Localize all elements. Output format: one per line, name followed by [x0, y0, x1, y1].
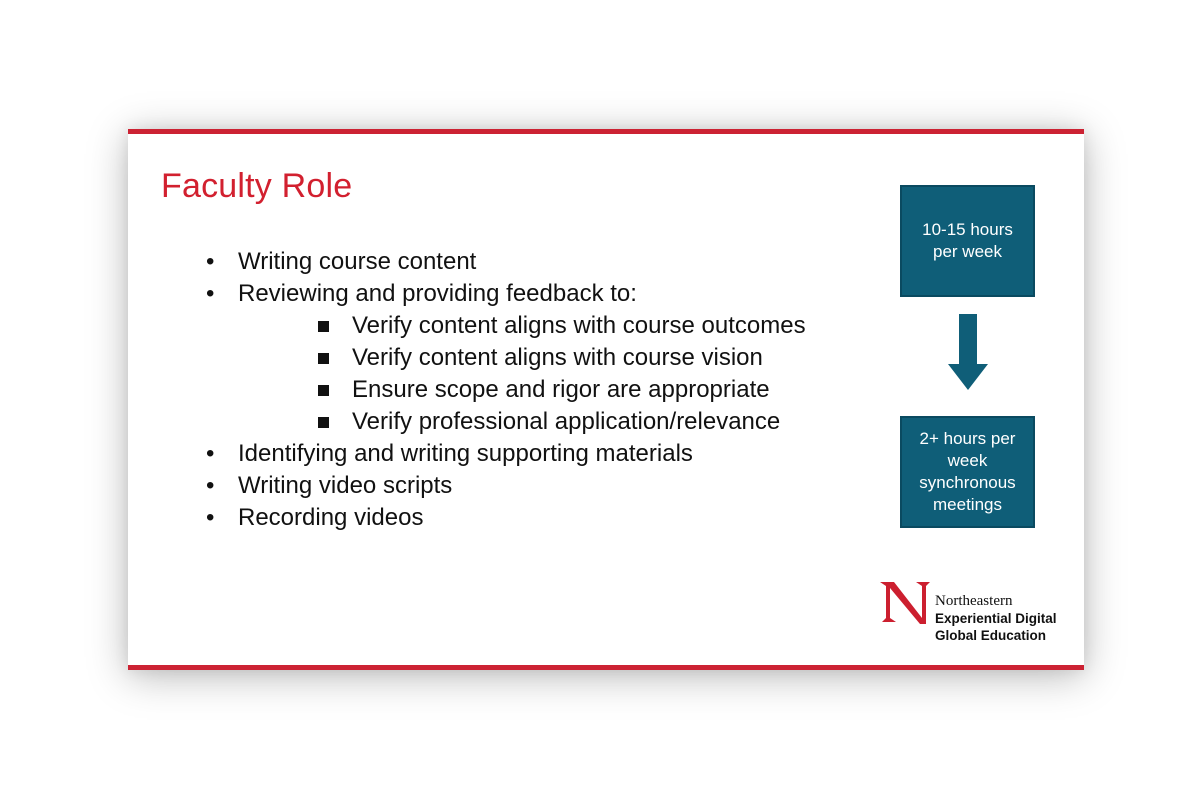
bullet-item: • Writing course content	[206, 246, 878, 278]
sub-bullet-item	[206, 310, 832, 342]
slide-title: Faculty Role	[161, 167, 353, 205]
sub-bullet-text: Verify professional application/relevance	[352, 408, 781, 435]
top-accent-bar	[128, 129, 1084, 134]
northeastern-n-logo-icon	[878, 578, 934, 626]
sub-bullet-text: Verify content aligns with course outcomes	[352, 312, 806, 339]
sub-bullet-item	[206, 374, 832, 406]
slide	[128, 129, 1084, 670]
square-bullet-icon	[318, 385, 329, 396]
down-arrow-icon	[948, 314, 988, 392]
sub-bullet-item	[206, 406, 832, 438]
bullet-item: • Recording videos	[206, 502, 878, 534]
square-bullet-icon	[318, 353, 329, 364]
logo-line-experiential: Experiential Digital	[935, 611, 1057, 626]
meetings-box-text	[919, 428, 1015, 516]
hours-box-line: 10-15 hours	[922, 220, 1013, 239]
meetings-box-line: 2+ hours per	[919, 429, 1016, 448]
hours-box-line: per week	[933, 242, 1002, 261]
bottom-accent-bar	[128, 665, 1084, 670]
logo-line-northeastern: Northeastern	[935, 593, 1013, 609]
logo-line-global: Global Education	[935, 628, 1047, 643]
synchronous-meetings-box	[900, 416, 1035, 528]
bullet-item: • Writing video scripts	[206, 470, 878, 502]
meetings-box-line: meetings	[933, 495, 1002, 514]
hours-per-week-box	[900, 185, 1035, 297]
northeastern-logo	[878, 576, 1073, 646]
meetings-box-line: week	[947, 451, 988, 470]
sub-bullet-text: Verify content aligns with course vision	[352, 344, 763, 371]
square-bullet-icon	[318, 417, 329, 428]
sub-bullet-text: Ensure scope and rigor are appropriate	[352, 376, 770, 403]
bullet-list	[206, 246, 878, 534]
bullet-item: • Identifying and writing supporting materials	[206, 438, 878, 470]
sub-bullet-item	[206, 342, 832, 374]
meetings-box-line: synchronous	[919, 473, 1016, 492]
square-bullet-icon	[318, 321, 329, 332]
hours-box-text	[922, 219, 1013, 263]
bullet-item: • Reviewing and providing feedback to:	[206, 278, 878, 310]
